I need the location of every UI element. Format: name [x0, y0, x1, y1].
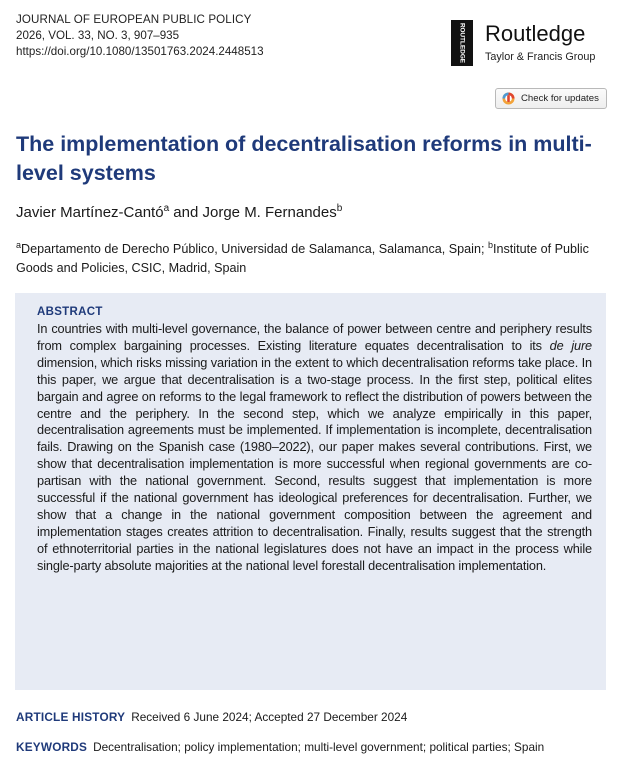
journal-name: JOURNAL OF EUROPEAN PUBLIC POLICY — [16, 13, 252, 26]
abstract-box — [15, 293, 606, 690]
affiliation-sup: a — [16, 240, 22, 250]
keywords-label: KEYWORDS — [16, 740, 88, 754]
author-affil-sup: a — [163, 203, 170, 214]
affiliations — [16, 236, 614, 278]
abstract-text — [37, 321, 592, 575]
article-history — [16, 710, 407, 724]
affiliation-text: Institute of Public Goods and Policies, CSIC, Madrid, Spain — [16, 242, 589, 276]
publisher-name: Routledge — [485, 21, 586, 46]
article-title: The implementation of decentralisation reforms in multi-level systems — [16, 132, 592, 185]
abstract-label: ABSTRACT — [37, 306, 103, 318]
author-affil-sup: b — [336, 203, 343, 214]
keywords — [16, 740, 544, 754]
author-name[interactable]: Jorge M. Fernandes — [202, 204, 337, 221]
affiliation-text: Departamento de Derecho Público, Universidad de Salamanca, Salamanca, Spain; — [21, 242, 488, 257]
journal-info — [16, 12, 264, 60]
routledge-mark-icon — [451, 20, 473, 66]
affiliation-sup: b — [487, 240, 493, 250]
publisher-mark-text: ROUTLEDGE — [458, 22, 466, 64]
abstract-text-part: dimension, which risks missing variation in the extent to which decentralisation reforms take place. In this paper, we argue that decentralisation is a two-stage process. In the first step, political elites bargain and agree on reforms to the legal framework to reflect the distribution of powers between the centre and the periphery. In the second step, which we analyze empirically in this paper, decentralisation agreements must be implemented. If implementation is incomplete, decentralisation fails. Drawing on the Spanish case (1980–2022), our paper makes several contributions. First, we show that decentralisation implementation is more successful when regional governments are co-partisan with the national government. Second, results suggest that implementation is more successful if the national government has ideological preferences for decentralisation. Further, we show that a change in the national government composition between the agreement and implementation stages creates attrition to decentralisation. Finally, results suggest that the strength of ethnoterritorial parties in the national legislatures does not have an impact in the process while single-party absolute majorities at the national level forestall decentralisation implementation. — [37, 354, 592, 573]
check-for-updates-button[interactable] — [495, 88, 607, 109]
check-for-updates-label: Check for updates — [521, 93, 599, 104]
article-history-label: ARTICLE HISTORY — [16, 710, 126, 724]
article-history-text: Received 6 June 2024; Accepted 27 December 2024 — [131, 710, 408, 724]
authors — [16, 203, 342, 221]
author-separator: and — [169, 204, 203, 221]
author-name[interactable]: Javier Martínez-Cantó — [16, 204, 164, 221]
abstract-text-part: In countries with multi-level governance, the balance of power between centre and periphery results from complex bargaining processes. Existing literature equates decentralisation to its — [37, 321, 592, 353]
journal-doi[interactable]: https://doi.org/10.1080/13501763.2024.2448513 — [16, 45, 264, 58]
publisher-subtitle: Taylor & Francis Group — [485, 51, 596, 63]
abstract-italic: de jure — [549, 337, 592, 353]
crossmark-icon — [502, 92, 515, 105]
journal-citation: 2026, VOL. 33, NO. 3, 907–935 — [16, 29, 180, 42]
keywords-text: Decentralisation; policy implementation; multi-level government; political parties; Spain — [93, 740, 545, 754]
